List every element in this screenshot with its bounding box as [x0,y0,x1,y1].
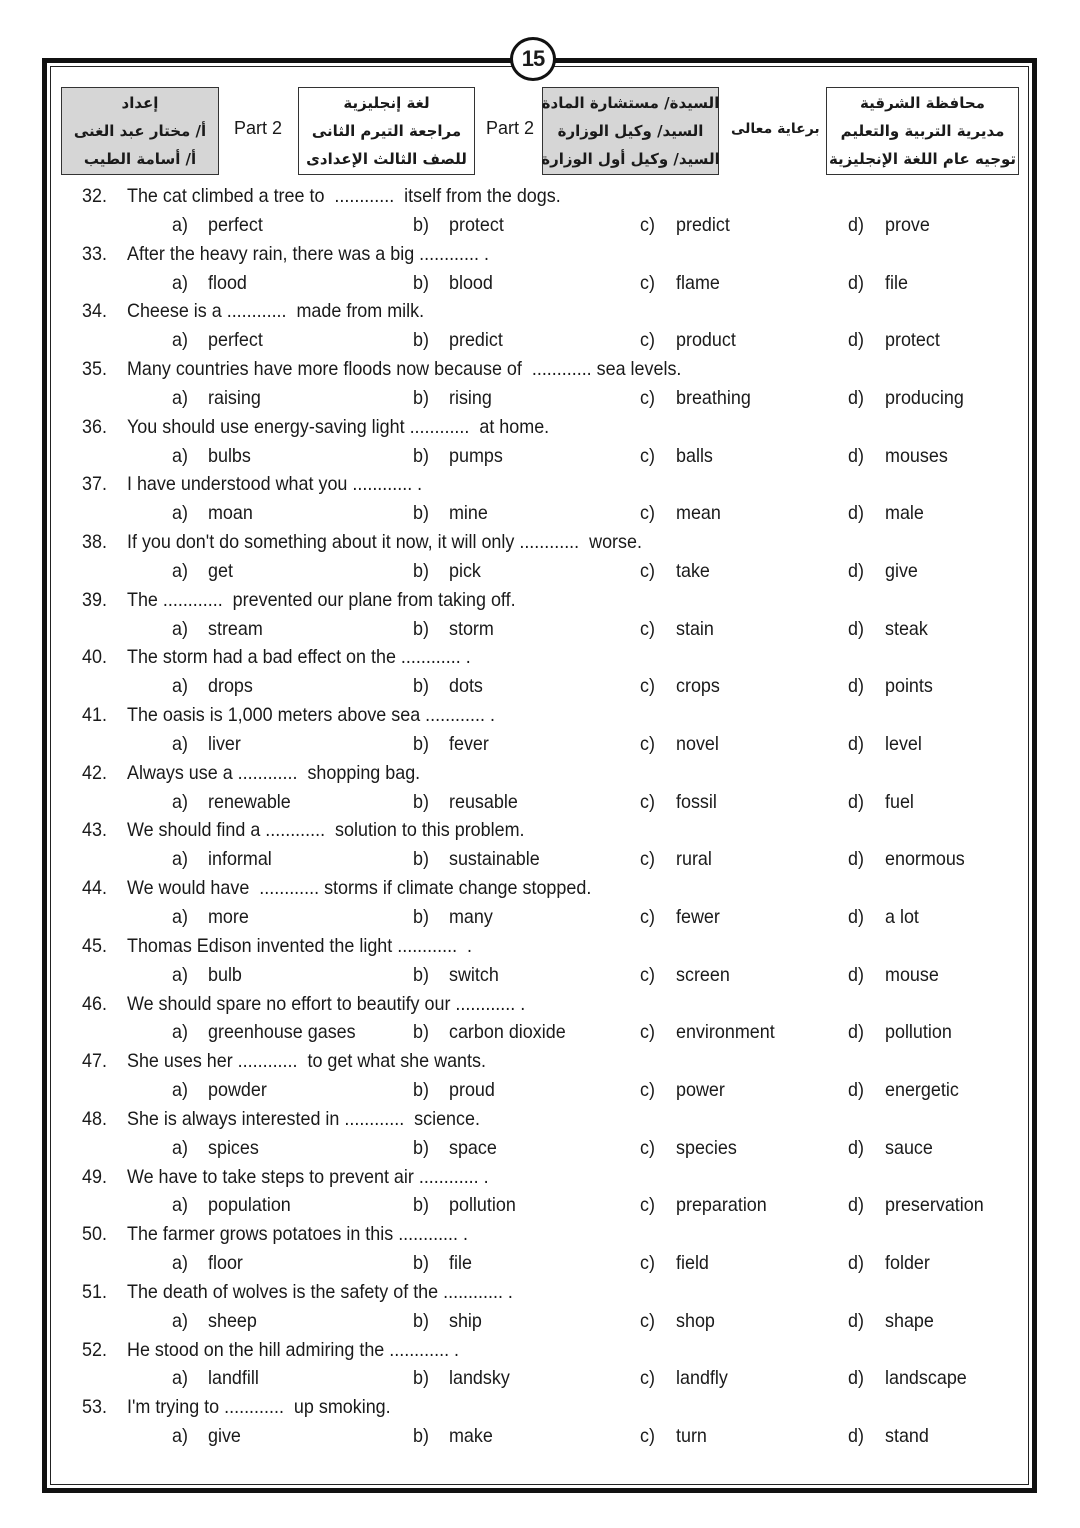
question-text: The oasis is 1,000 meters above sea ............ . [126,704,495,727]
option-d[interactable]: sauce [884,1136,933,1159]
option-c[interactable]: field [675,1252,709,1275]
question-number: 53. [81,1396,107,1419]
option-a[interactable]: sheep [207,1309,257,1332]
option-letter: c) [639,559,655,582]
question-text: We have to take steps to prevent air ............ . [126,1165,489,1188]
option-letter: a) [171,444,188,467]
option-a[interactable]: greenhouse gases [207,1021,356,1044]
option-d[interactable]: give [884,559,918,582]
option-c[interactable]: turn [675,1425,707,1448]
option-letter: c) [639,1136,655,1159]
option-letter: a) [171,732,188,755]
option-a[interactable]: renewable [207,790,291,813]
option-letter: a) [171,848,188,871]
header-text: لغة إنجليزية [343,94,430,112]
option-b[interactable]: rising [448,386,492,409]
option-a[interactable]: drops [207,675,253,698]
option-d[interactable]: shape [884,1309,934,1332]
option-letter: c) [639,271,655,294]
option-a[interactable]: moan [207,502,253,525]
header-text: مراجعة التيرم الثانى [311,122,462,140]
option-letter: a) [171,790,188,813]
option-a[interactable]: give [207,1425,241,1448]
header-text: محافظة الشرقية [860,94,985,112]
option-b[interactable]: ship [448,1309,482,1332]
option-letter: c) [639,617,655,640]
question-text: We would have ............ storms if climate change stopped. [126,877,592,900]
header-text: السيد/ وكيل أول الوزارة [541,150,720,168]
option-letter: a) [171,213,188,236]
option-a[interactable]: perfect [207,213,263,236]
option-letter: b) [412,790,429,813]
option-a[interactable]: bulb [207,963,242,986]
option-letter: d) [847,1194,864,1217]
option-c[interactable]: fossil [675,790,717,813]
option-letter: a) [171,1194,188,1217]
option-letter: d) [847,271,864,294]
option-letter: d) [847,444,864,467]
option-d[interactable]: file [884,271,908,294]
question-text: I have understood what you ............ . [126,473,423,496]
option-letter: d) [847,963,864,986]
option-a[interactable]: perfect [207,329,263,352]
option-letter: a) [171,906,188,928]
option-letter: b) [412,213,429,236]
option-letter: b) [412,1309,429,1332]
option-letter: a) [171,675,188,698]
question-number: 41. [81,704,107,727]
option-a[interactable]: more [207,906,249,928]
option-c[interactable]: shop [675,1309,715,1332]
question-text: We should spare no effort to beautify our ............ . [126,992,526,1015]
option-letter: c) [639,732,655,755]
part-label: Part 2 [234,118,283,138]
question-text: Always use a ............ shopping bag. [126,761,421,784]
question-number: 43. [81,819,107,842]
question-number: 44. [81,877,107,900]
option-letter: d) [847,329,864,352]
option-letter: d) [847,559,864,582]
option-b[interactable]: dots [448,675,483,698]
option-a[interactable]: floor [207,1252,243,1275]
option-letter: b) [412,1136,429,1159]
option-letter: b) [412,502,429,525]
question-text: We should find a ............ solution to this problem. [126,819,525,842]
option-letter: c) [639,1194,655,1217]
option-b[interactable]: storm [448,617,494,640]
option-letter: b) [412,617,429,640]
header-text: مديرية التربية والتعليم [840,122,1005,140]
header-text: أ/ مختار عبد الغنى [73,122,207,140]
question-number: 37. [81,473,107,496]
question-number: 50. [81,1223,107,1246]
option-d[interactable]: landscape [884,1367,967,1390]
page-number: 15 [521,46,545,71]
option-d[interactable]: level [884,732,922,755]
option-d[interactable]: pollution [884,1021,952,1044]
option-letter: b) [412,329,429,352]
option-d[interactable]: fuel [884,790,914,813]
option-letter: c) [639,675,655,698]
option-a[interactable]: powder [207,1079,267,1102]
option-d[interactable]: folder [884,1252,930,1275]
option-letter: d) [847,386,864,409]
header-text: للصف الثالث الإعدادى [306,150,467,168]
option-d[interactable]: enormous [884,848,965,871]
option-c[interactable]: mean [675,502,721,525]
option-a[interactable]: liver [207,732,241,755]
option-letter: d) [847,1252,864,1275]
header-text: أ/ أسامة الطيب [83,150,197,168]
question-number: 35. [81,358,107,381]
header-text: إعداد [121,94,159,112]
option-c[interactable]: landfly [675,1367,728,1390]
option-b[interactable]: reusable [448,790,518,813]
option-letter: c) [639,1079,655,1102]
option-c[interactable]: environment [675,1021,775,1044]
question-text: She uses her ............ to get what she wants. [126,1050,486,1073]
question-number: 33. [81,242,107,265]
option-a[interactable]: bulbs [207,444,251,467]
option-a[interactable]: population [207,1194,291,1217]
option-c[interactable]: stain [675,617,714,640]
header-box-authors [61,87,219,175]
option-b[interactable]: pick [448,559,481,582]
question-number: 46. [81,992,107,1015]
question-number: 47. [81,1050,107,1073]
option-letter: c) [639,1367,655,1390]
option-c[interactable]: predict [675,213,730,236]
option-letter: b) [412,386,429,409]
option-letter: c) [639,386,655,409]
option-b[interactable]: blood [448,271,493,294]
option-letter: a) [171,1425,188,1448]
option-b[interactable]: sustainable [448,848,540,871]
option-b[interactable]: file [448,1252,472,1275]
option-letter: a) [171,963,188,986]
option-letter: b) [412,1367,429,1390]
option-letter: b) [412,732,429,755]
option-letter: b) [412,675,429,698]
option-b[interactable]: make [448,1425,493,1448]
option-letter: d) [847,1136,864,1159]
option-d[interactable]: producing [884,386,964,409]
option-b[interactable]: pumps [448,444,503,467]
option-a[interactable]: raising [207,386,261,409]
option-letter: d) [847,675,864,698]
option-letter: c) [639,213,655,236]
option-c[interactable]: product [675,329,736,352]
question-number: 40. [81,646,107,669]
option-c[interactable]: fewer [675,906,720,928]
header-box-subject [298,87,475,175]
option-a[interactable]: spices [207,1136,259,1159]
option-c[interactable]: balls [675,444,713,467]
option-c[interactable]: flame [675,271,720,294]
option-d[interactable]: protect [884,329,940,352]
option-b[interactable]: carbon dioxide [448,1021,566,1044]
option-d[interactable]: mouses [884,444,948,467]
option-letter: c) [639,848,655,871]
option-letter: c) [639,906,655,928]
question-text: The ............ prevented our plane from taking off. [126,588,516,611]
option-letter: d) [847,213,864,236]
option-letter: c) [639,790,655,813]
option-letter: d) [847,848,864,871]
header-text: السيدة/ مستشارة المادة [541,94,720,112]
option-c[interactable]: take [675,559,710,582]
question-text: Thomas Edison invented the light ............ . [126,934,473,957]
sponsor-label: برعاية معالى [731,121,820,137]
question-text: He stood on the hill admiring the ............ . [126,1338,460,1361]
question-number: 49. [81,1165,107,1188]
option-d[interactable]: mouse [884,963,939,986]
option-letter: b) [412,906,429,928]
option-d[interactable]: a lot [884,906,919,928]
option-letter: c) [639,963,655,986]
option-letter: b) [412,963,429,986]
question-number: 48. [81,1107,107,1130]
option-letter: d) [847,790,864,813]
option-letter: b) [412,1079,429,1102]
question-text: The death of wolves is the safety of the ............ . [126,1280,513,1303]
option-letter: a) [171,502,188,525]
option-letter: c) [639,502,655,525]
option-b[interactable]: space [448,1136,497,1159]
question-text: Many countries have more floods now because of ............ sea levels. [126,358,682,381]
question-number: 52. [81,1338,107,1361]
option-letter: b) [412,1252,429,1275]
option-letter: d) [847,732,864,755]
option-letter: a) [171,1136,188,1159]
option-b[interactable]: proud [448,1079,495,1102]
option-letter: b) [412,1194,429,1217]
option-d[interactable]: preservation [884,1194,984,1217]
question-text: The farmer grows potatoes in this ............ . [126,1223,468,1246]
option-letter: b) [412,559,429,582]
option-letter: b) [412,444,429,467]
option-letter: d) [847,1021,864,1044]
question-text: You should use energy-saving light ............ at home. [126,415,550,438]
option-b[interactable]: protect [448,213,504,236]
option-a[interactable]: stream [207,617,263,640]
option-a[interactable]: flood [207,271,247,294]
option-a[interactable]: informal [207,848,272,871]
option-letter: a) [171,1021,188,1044]
question-text: She is always interested in ............ science. [126,1107,480,1130]
option-c[interactable]: screen [675,963,730,986]
option-letter: a) [171,1309,188,1332]
question-number: 38. [81,531,107,554]
part-label: Part 2 [486,118,535,138]
question-number: 36. [81,415,107,438]
option-letter: c) [639,1425,655,1448]
option-letter: a) [171,329,188,352]
option-letter: b) [412,848,429,871]
option-letter: d) [847,502,864,525]
option-letter: c) [639,1021,655,1044]
option-letter: d) [847,906,864,928]
option-b[interactable]: mine [448,502,488,525]
option-letter: c) [639,444,655,467]
question-text: The storm had a bad effect on the ............ . [126,646,471,669]
option-c[interactable]: breathing [675,386,751,409]
question-number: 45. [81,934,107,957]
option-letter: c) [639,1252,655,1275]
option-c[interactable]: novel [675,732,719,755]
option-letter: a) [171,559,188,582]
option-letter: d) [847,1425,864,1448]
option-c[interactable]: power [675,1079,725,1102]
question-number: 32. [81,185,107,207]
option-d[interactable]: stand [884,1425,929,1448]
question-number: 39. [81,588,107,611]
option-a[interactable]: get [207,559,233,582]
header-box-officials [542,87,719,175]
option-d[interactable]: male [884,502,924,525]
option-b[interactable]: pollution [448,1194,516,1217]
header-text: توجيه عام اللغة الإنجليزية [828,150,1017,168]
option-b[interactable]: predict [448,329,503,352]
question-text: I'm trying to ............ up smoking. [126,1396,391,1419]
option-letter: a) [171,1079,188,1102]
header-text: السيد/ وكيل الوزارة [557,122,704,140]
option-c[interactable]: crops [675,675,720,698]
option-c[interactable]: preparation [675,1194,767,1217]
option-letter: b) [412,1021,429,1044]
option-d[interactable]: points [884,675,933,698]
option-letter: b) [412,271,429,294]
option-letter: c) [639,329,655,352]
option-letter: a) [171,617,188,640]
option-letter: d) [847,1367,864,1390]
option-letter: d) [847,617,864,640]
header-box-directorate [826,87,1019,175]
option-c[interactable]: rural [675,848,712,871]
option-letter: a) [171,1367,188,1390]
option-letter: b) [412,1425,429,1448]
option-d[interactable]: steak [884,617,928,640]
option-letter: a) [171,1252,188,1275]
question-number: 42. [81,761,107,784]
option-b[interactable]: switch [448,963,499,986]
question-text: After the heavy rain, there was a big ............ . [126,242,489,265]
option-b[interactable]: fever [448,732,489,755]
option-letter: d) [847,1309,864,1332]
option-letter: c) [639,1309,655,1332]
question-number: 34. [81,300,107,323]
page-number-badge [510,37,556,81]
option-b[interactable]: landsky [448,1367,510,1390]
option-b[interactable]: many [448,906,493,928]
question-number: 51. [81,1280,107,1303]
option-letter: d) [847,1079,864,1102]
option-letter: a) [171,386,188,409]
option-d[interactable]: energetic [884,1079,959,1102]
question-text: If you don't do something about it now, it will only ............ worse. [126,531,642,554]
question-text: The cat climbed a tree to ............ itself from the dogs. [126,185,561,207]
question-text: Cheese is a ............ made from milk. [126,300,425,323]
option-c[interactable]: species [675,1136,737,1159]
option-d[interactable]: prove [884,213,930,236]
option-letter: a) [171,271,188,294]
option-a[interactable]: landfill [207,1367,259,1390]
